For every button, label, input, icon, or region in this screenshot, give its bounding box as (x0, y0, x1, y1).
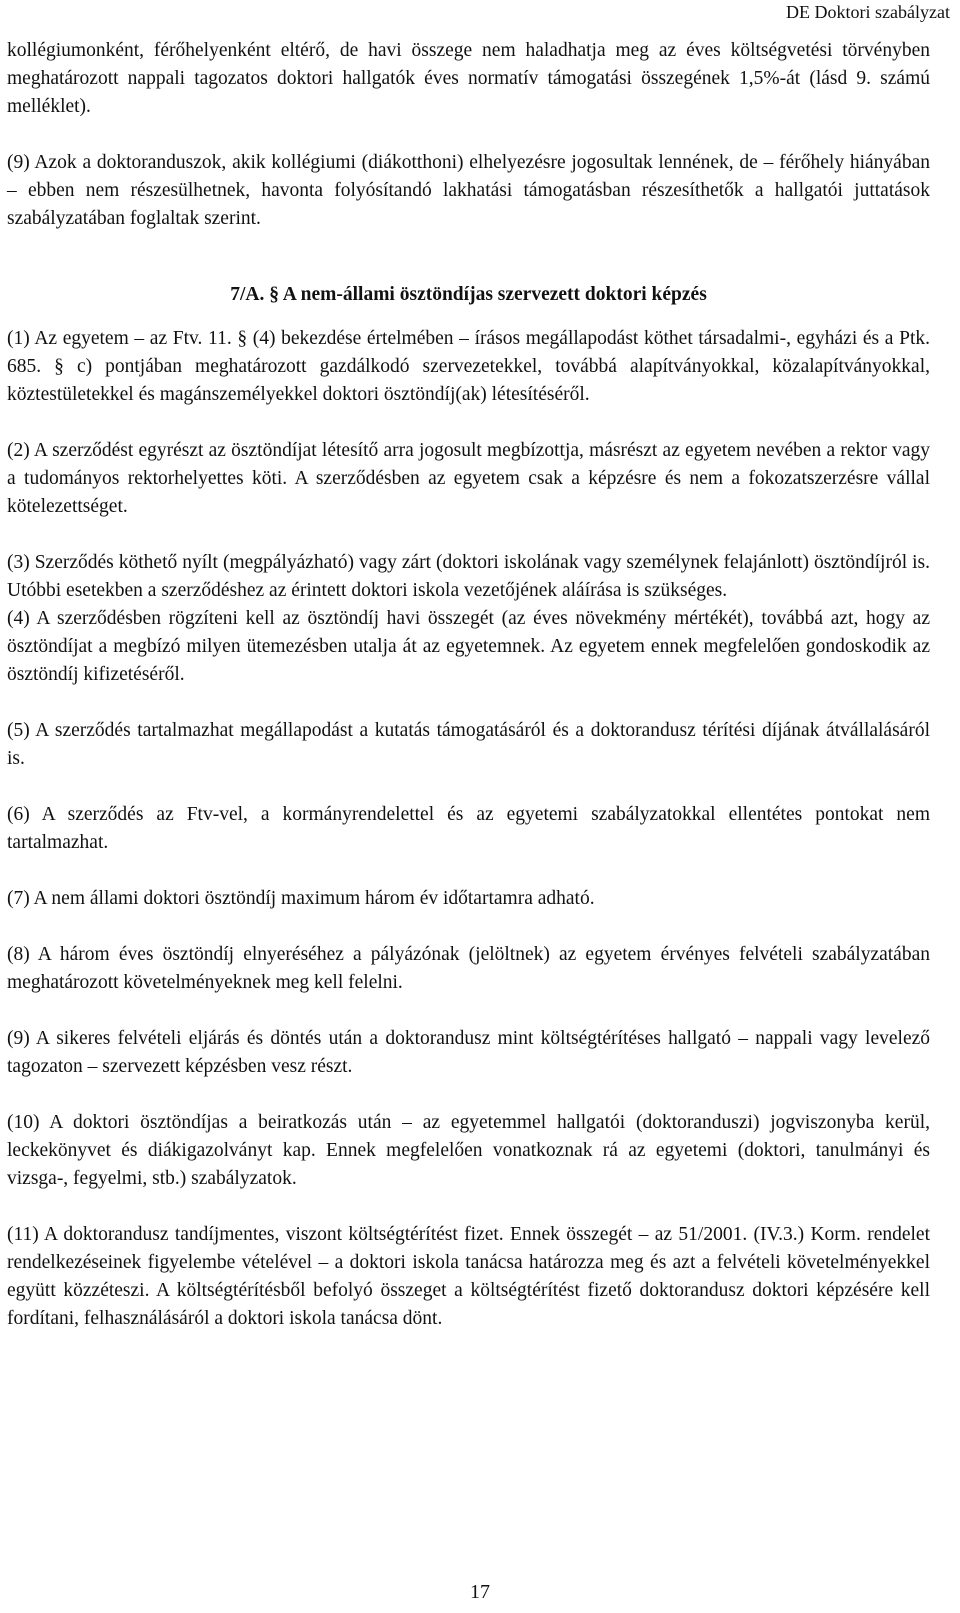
section-paragraph-8: (8) A három éves ösztöndíj elnyeréséhez a pályázónak (jelöltnek) az egyetem érvényes felvételi szabályzatában meghatározott követelményeknek meg kell felelni. (7, 944, 930, 993)
section-paragraph-2: (2) A szerződést egyrészt az ösztöndíjat létesítő arra jogosult megbízottja, másrészt az egyetem nevében a rektor vagy a tudományos rektorhelyettes köti. A szerződésben az egyetem csak a képzésre és nem a fokozatszerzésre vállal kötelezettséget. (7, 440, 930, 517)
document-body (7, 37, 930, 1333)
section-paragraph-11: (11) A doktorandusz tandíjmentes, viszont költségtérítést fizet. Ennek összegét – az 51/2001. (IV.3.) Korm. rendelet rendelkezéseinek figyelembe vételével – a doktori iskola tanácsa határozza meg és azt a felvételi követelményekkel együtt közzéteszi. A költségtérítésből befolyó összeget a költségtérítést fizető doktorandusz doktori képzésére kell fordítani, felhasználásáról a doktori iskola tanácsa dönt. (7, 1224, 930, 1329)
page-number: 17 (470, 1581, 490, 1603)
section-paragraph-4: (4) A szerződésben rögzíteni kell az ösztöndíj havi összegét (az éves növekmény mértékét), továbbá azt, hogy az ösztöndíjat a megbízó milyen ütemezésben utalja át az egyetemnek. Az egyetem ennek megfelelően gondoskodik az ösztöndíj kifizetéséről. (7, 608, 930, 685)
section-paragraph-10: (10) A doktori ösztöndíjas a beiratkozás után – az egyetemmel hallgatói (doktoranduszi) jogviszonyba kerül, leckekönyvet és diákigazolványt kap. Ennek megfelelően vonatkoznak rá az egyetemi (doktori, tanulmányi és vizsga-, fegyelmi, stb.) szabályzatok. (7, 1112, 930, 1189)
section-paragraph-9: (9) A sikeres felvételi eljárás és döntés után a doktorandusz mint költségtérítéses hallgató – nappali vagy levelező tagozaton – szervezett képzésben vesz részt. (7, 1028, 930, 1077)
carryover-paragraph: kollégiumonként, férőhelyenként eltérő, de havi összege nem haladhatja meg az éves költségvetési törvényben meghatározott nappali tagozatos doktori hallgatók éves normatív támogatási összegének 1,5%-át (lásd 9. számú melléklet). (7, 40, 930, 117)
section-paragraph-5: (5) A szerződés tartalmazhat megállapodást a kutatás támogatásáról és a doktorandusz térítési díjának átvállalásáról is. (7, 720, 930, 769)
running-header: DE Doktori szabályzat (786, 2, 950, 22)
section-paragraph-1: (1) Az egyetem – az Ftv. 11. § (4) bekezdése értelmében – írásos megállapodást köthet társadalmi-, egyházi és a Ptk. 685. § c) pontjában meghatározott gazdálkodó szervezetekkel, továbbá alapítványokkal, közalapítványokkal, köztestületekkel és magánszemélyekkel doktori ösztöndíj(ak) létesítéséről. (7, 328, 930, 405)
section-paragraph-7: (7) A nem állami doktori ösztöndíj maximum három év időtartamra adható. (7, 888, 595, 909)
section-title: 7/A. § A nem-állami ösztöndíjas szervezett doktori képzés (230, 284, 707, 305)
paragraph-9-housing: (9) Azok a doktoranduszok, akik kollégiumi (diákotthoni) elhelyezésre jogosultak lennének, de – férőhely hiányában – ebben nem részesülhetnek, havonta folyósítandó lakhatási támogatásban részesíthetők a hallgatói juttatások szabályzatában foglaltak szerint. (7, 152, 930, 229)
section-paragraph-6: (6) A szerződés az Ftv-vel, a kormányrendelettel és az egyetemi szabályzatokkal ellentétes pontokat nem tartalmazhat. (7, 804, 930, 853)
section-paragraph-3: (3) Szerződés köthető nyílt (megpályázható) vagy zárt (doktori iskolának vagy személynek felajánlott) ösztöndíjról is. Utóbbi esetekben a szerződéshez az érintett doktori iskola vezetőjének aláírása is szükséges. (7, 552, 930, 601)
